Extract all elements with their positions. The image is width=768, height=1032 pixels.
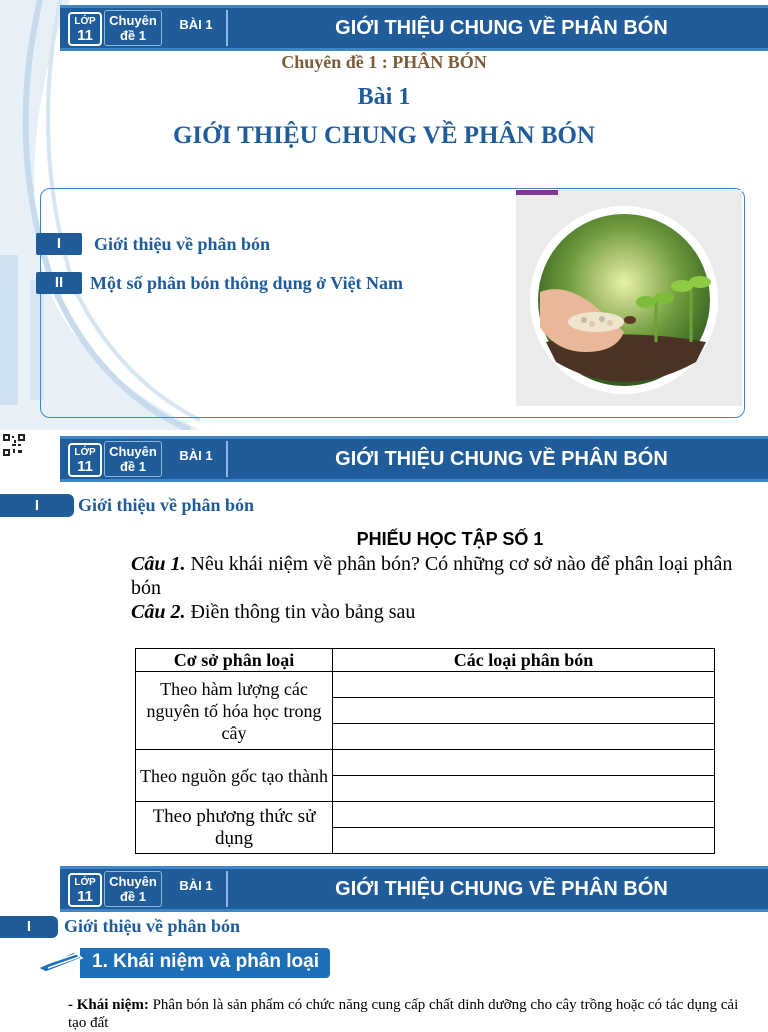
- classification-basis: Theo hàm lượng các nguyên tố hóa học trong cây: [136, 672, 333, 750]
- topic-badge: Chuyên đề 1: [104, 10, 162, 46]
- lesson-badge: BÀI 1: [166, 10, 228, 46]
- accent-strip: [516, 190, 558, 195]
- question-2: Câu 2. Điền thông tin vào bảng sau: [131, 601, 416, 623]
- lesson-badge: BÀI 1: [166, 871, 228, 907]
- section-number: I: [0, 916, 58, 938]
- pencil-icon: [34, 948, 86, 974]
- subheading-banner: [80, 948, 330, 978]
- topic-badge: Chuyên đề 1: [104, 871, 162, 907]
- header-bar: [60, 866, 768, 912]
- header-bar: [60, 5, 768, 51]
- topic-badge: Chuyên đề 1: [104, 441, 162, 477]
- grade-badge: LỚP 11: [68, 873, 102, 907]
- item-number: II: [36, 272, 82, 294]
- header-title: GIỚI THIỆU CHUNG VỀ PHÂN BÓN: [335, 17, 668, 39]
- worksheet-title: PHIẾU HỌC TẬP SỐ 1: [356, 529, 544, 549]
- lesson-badge: BÀI 1: [166, 441, 228, 477]
- header-title: GIỚI THIỆU CHUNG VỀ PHÂN BÓN: [335, 448, 668, 470]
- classification-table: [135, 648, 715, 854]
- answer-cell[interactable]: [333, 672, 715, 698]
- classification-basis: Theo phương thức sử dụng: [136, 802, 333, 854]
- lesson-number: Bài 1: [357, 84, 411, 110]
- answer-cell[interactable]: [333, 724, 715, 750]
- section-title: Giới thiệu về phân bón: [64, 916, 241, 936]
- header-title: GIỚI THIỆU CHUNG VỀ PHÂN BÓN: [335, 878, 668, 900]
- table-header: Các loại phân bón: [333, 649, 715, 672]
- grade-badge: LỚP 11: [68, 12, 102, 46]
- section-title: Giới thiệu về phân bón: [78, 495, 255, 515]
- question-1: Câu 1. Nêu khái niệm về phân bón? Có những cơ sở nào để phân loại phân bón: [131, 553, 733, 599]
- answer-cell[interactable]: [333, 828, 715, 854]
- table-header: Cơ sở phân loại: [136, 649, 333, 672]
- answer-cell[interactable]: [333, 776, 715, 802]
- qr-code-icon: [3, 434, 25, 456]
- header-bar: [60, 436, 768, 482]
- answer-cell[interactable]: [333, 802, 715, 828]
- answer-cell[interactable]: [333, 698, 715, 724]
- classification-basis: Theo nguồn gốc tạo thành: [136, 750, 333, 802]
- illustration-panel: [516, 190, 742, 406]
- topic-subtitle: Chuyên đề 1 : PHÂN BÓN: [281, 52, 487, 72]
- definition-text: - Khái niệm: Phân bón là sản phẩm có chức năng cung cấp chất dinh dưỡng cho cây trồng hoặc có tác dụng cải tạo đất: [68, 997, 739, 1031]
- grade-badge: LỚP 11: [68, 443, 102, 477]
- answer-cell[interactable]: [333, 750, 715, 776]
- plant-seedlings-icon: [526, 202, 722, 398]
- contents-item[interactable]: Một số phân bón thông dụng ở Việt Nam: [90, 273, 404, 293]
- contents-item[interactable]: Giới thiệu về phân bón: [94, 234, 271, 254]
- lesson-title: GIỚI THIỆU CHUNG VỀ PHÂN BÓN: [172, 122, 596, 149]
- section-number: I: [0, 494, 74, 517]
- item-number: I: [36, 233, 82, 255]
- subheading-text: 1. Khái niệm và phân loại: [92, 951, 320, 972]
